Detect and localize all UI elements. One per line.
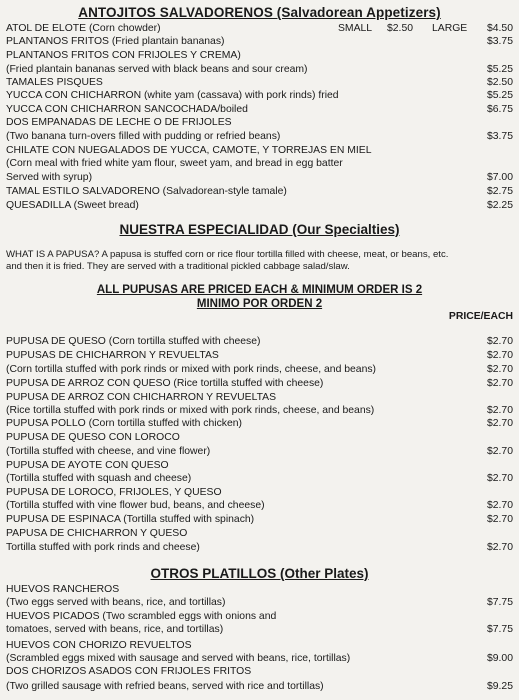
menu-item-text: DOS CHORIZOS ASADOS CON FRIJOLES FRITOS (6, 666, 252, 677)
menu-item-text: PUPUSA DE ESPINACA (Tortilla stuffed with spinach) (6, 514, 255, 525)
menu-item-text: Tortilla stuffed with pork rinds and cheese) (6, 542, 200, 553)
menu-item-price: $9.25 (486, 681, 513, 692)
section-title-appetizers: ANTOJITOS SALVADORENOS (Salvadorean Appetizers) (78, 5, 441, 20)
menu-item-text: PUPUSA DE LOROCO, FRIJOLES, Y QUESO (6, 487, 222, 498)
menu-item-text: PLANTANOS FRITOS CON FRIJOLES Y CREMA) (6, 50, 241, 61)
menu-item-text: PUPUSA POLLO (Corn tortilla stuffed with chicken) (6, 418, 243, 429)
menu-item-price: $6.75 (486, 104, 513, 115)
menu-item-text: (Tortilla stuffed with vine flower bud, beans, and cheese) (6, 500, 265, 511)
menu-item-text: PUPUSA DE ARROZ CON QUESO (Rice tortilla stuffed with cheese) (6, 378, 324, 389)
size-small-price: $2.50 (387, 23, 414, 34)
menu-item-price: $2.70 (486, 500, 513, 511)
menu-item-text: CHILATE CON NUEGALADOS DE YUCCA, CAMOTE, Y TORREJAS EN MIEL (6, 145, 372, 156)
menu-item-text: (Tortilla stuffed with cheese, and vine flower) (6, 446, 211, 457)
menu-item-text: (Rice tortilla stuffed with pork rinds or mixed with pork rinds, cheese, and beans) (6, 405, 375, 416)
menu-item-price: $2.50 (486, 77, 513, 88)
menu-item-text: PUPUSA DE ARROZ CON CHICHARRON Y REVUELTAS (6, 392, 277, 403)
menu-item-text: PLANTANOS FRITOS (Fried plantain bananas) (6, 36, 225, 47)
menu-item-price: $5.25 (486, 90, 513, 101)
menu-item-text: (Two grilled sausage with refried beans, served with rice and tortillas) (6, 681, 324, 692)
section-title-other-plates: OTROS PLATILLOS (Other Plates) (150, 566, 369, 581)
menu-item-text: (Two eggs served with beans, rice, and tortillas) (6, 597, 226, 608)
price-each-header: PRICE/EACH (448, 311, 513, 322)
size-large-label: LARGE (432, 23, 468, 34)
menu-item-price: $4.50 (486, 23, 513, 34)
menu-item-price: $2.70 (486, 514, 513, 525)
menu-item-price: $2.75 (486, 186, 513, 197)
menu-item-price: $2.70 (486, 405, 513, 416)
menu-item-text: HUEVOS CON CHORIZO REVUELTOS (6, 640, 192, 651)
menu-item-text: PUPUSAS DE CHICHARRON Y REVUELTAS (6, 350, 219, 361)
menu-item-text: YUCCA CON CHICHARRON (white yam (cassava) with pork rinds) fried (6, 90, 339, 101)
menu-item-price: $2.70 (486, 378, 513, 389)
menu-item-text: HUEVOS RANCHEROS (6, 584, 120, 595)
menu-item-text: (Tortilla stuffed with squash and cheese) (6, 473, 192, 484)
menu-item-price: $7.00 (486, 172, 513, 183)
menu-item-text: tomatoes, served with beans, rice, and tortillas) (6, 624, 224, 635)
menu-item-text: TAMALES PISQUES (6, 77, 103, 88)
menu-item-text: Served with syrup) (6, 172, 93, 183)
menu-item-text: QUESADILLA (Sweet bread) (6, 200, 139, 211)
menu-item-price: $2.70 (486, 350, 513, 361)
menu-item-price: $5.25 (486, 64, 513, 75)
menu-item-text: HUEVOS PICADOS (Two scrambled eggs with onions and (6, 611, 277, 622)
menu-item-price: $2.70 (486, 446, 513, 457)
menu-item-text: (Scrambled eggs mixed with sausage and served with beans, rice, tortillas) (6, 653, 351, 664)
section-title-specialties: NUESTRA ESPECIALIDAD (Our Specialties) (119, 222, 400, 237)
papusa-note-line2: and then it is fried. They are served with a traditional pickled cabbage salad/slaw. (6, 261, 350, 272)
pupusa-minimum-rule: MINIMO POR ORDEN 2 (196, 298, 323, 310)
menu-item-price: $2.70 (486, 418, 513, 429)
menu-item-text: (Corn meal with fried white yam flour, sweet yam, and bread in egg batter (6, 158, 343, 169)
menu-item-price: $2.25 (486, 200, 513, 211)
size-small-label: SMALL (338, 23, 373, 34)
menu-item-price: $3.75 (486, 36, 513, 47)
menu-item-text: ATOL DE ELOTE (Corn chowder) (6, 23, 161, 34)
menu-item-price: $7.75 (486, 597, 513, 608)
menu-item-text: PUPUSA DE AYOTE CON QUESO (6, 460, 169, 471)
menu-item-price: $2.70 (486, 542, 513, 553)
menu-item-price: $2.70 (486, 364, 513, 375)
menu-item-text: DOS EMPANADAS DE LECHE O DE FRIJOLES (6, 117, 232, 128)
menu-item-text: PAPUSA DE CHICHARRON Y QUESO (6, 528, 188, 539)
menu-item-text: (Fried plantain bananas served with black beans and sour cream) (6, 64, 308, 75)
menu-item-price: $2.70 (486, 473, 513, 484)
menu-item-text: PUPUSA DE QUESO CON LOROCO (6, 432, 180, 443)
menu-item-text: (Two banana turn-overs filled with pudding or refried beans) (6, 131, 281, 142)
papusa-note-line1: WHAT IS A PAPUSA? A papusa is stuffed corn or rice flour tortilla filled with cheese, meat, or beans, etc. (6, 249, 449, 260)
menu-item-text: YUCCA CON CHICHARRON SANCOCHADA/boiled (6, 104, 248, 115)
menu-item-price: $7.75 (486, 624, 513, 635)
menu-item-text: (Corn tortilla stuffed with pork rinds or mixed with pork rinds, cheese, and beans) (6, 364, 376, 375)
pupusa-order-rule: ALL PUPUSAS ARE PRICED EACH & MINIMUM ORDER IS 2 (96, 284, 423, 296)
menu-item-price: $3.75 (486, 131, 513, 142)
menu-item-text: TAMAL ESTILO SALVADORENO (Salvadorean-style tamale) (6, 186, 287, 197)
menu-item-text: PUPUSA DE QUESO (Corn tortilla stuffed with cheese) (6, 336, 261, 347)
menu-item-price: $2.70 (486, 336, 513, 347)
menu-item-price: $9.00 (486, 653, 513, 664)
